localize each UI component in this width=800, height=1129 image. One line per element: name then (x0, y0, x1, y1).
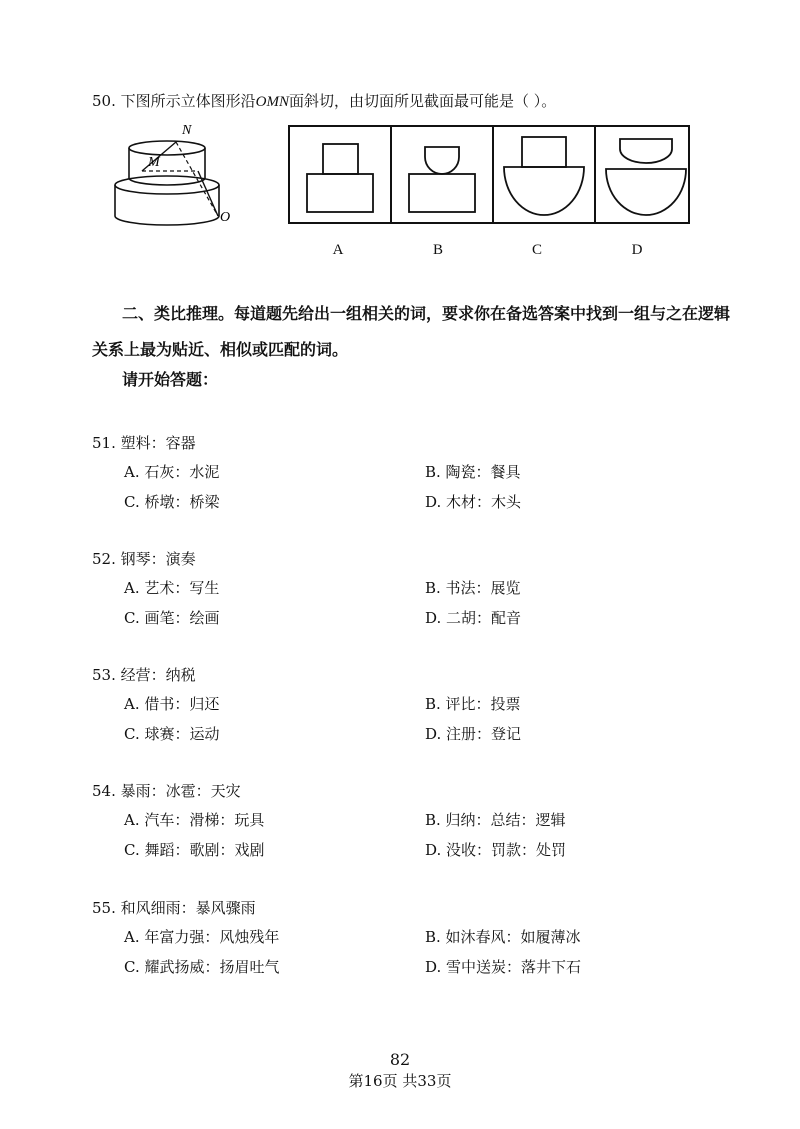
question-50-text-after: 面斜切，由切面所见截面最可能是（ ）。 (289, 92, 557, 110)
question-number: 52. (92, 550, 116, 568)
question-stem: 暴雨：冰雹：天灾 (120, 782, 241, 800)
option-a-shape (290, 127, 390, 222)
option-c: C. 舞蹈：歌剧：戏剧 (124, 841, 265, 859)
option-d: D. 木材：木头 (425, 493, 522, 511)
option-d: D. 二胡：配音 (425, 609, 522, 627)
option-label-b: B (432, 242, 443, 258)
option-b: B. 评比：投票 (425, 695, 521, 713)
question-stem: 和风细雨：暴风骤雨 (120, 899, 256, 917)
option-a-figure (290, 127, 392, 222)
label-o: O (220, 210, 231, 225)
option-d: D. 注册：登记 (425, 725, 522, 743)
question-54 (92, 780, 241, 801)
option-b-shape (392, 127, 492, 222)
option-d: D. 没收：罚款：处罚 (425, 841, 567, 859)
option-c: C. 画笔：绘画 (124, 609, 220, 627)
option-b: B. 书法：展览 (425, 579, 521, 597)
question-number: 53. (92, 666, 116, 684)
option-b: B. 归纳：总结：逻辑 (425, 811, 566, 829)
question-stem: 经营：纳税 (120, 666, 196, 684)
option-b: B. 陶瓷：餐具 (425, 463, 521, 481)
question-53 (92, 664, 196, 685)
option-c-shape (494, 127, 594, 222)
label-m: M (148, 155, 160, 170)
option-a: A. 石灰：水泥 (124, 463, 220, 481)
question-52 (92, 548, 196, 569)
option-d-figure (596, 127, 696, 222)
start-instruction: 请开始答题： (122, 370, 219, 389)
label-n: N (182, 123, 192, 138)
section-heading: 二、类比推理。每道题先给出一组相关的词，要求你在备选答案中找到一组与之在逻辑关系上最为贴近、相似或匹配的词。 (92, 304, 731, 359)
option-label-c: C (531, 242, 542, 258)
question-55 (92, 897, 256, 918)
option-d-shape (596, 127, 696, 222)
page-number: 82 (389, 1050, 411, 1069)
option-c: C. 桥墩：桥梁 (124, 493, 220, 511)
option-a: A. 汽车：滑梯：玩具 (124, 811, 265, 829)
option-b: B. 如沐春风：如履薄冰 (425, 928, 581, 946)
option-c-figure (494, 127, 596, 222)
option-c: C. 球赛：运动 (124, 725, 220, 743)
option-figures (288, 125, 690, 224)
question-50-number: 50. (92, 92, 116, 110)
question-50-text-before: 下图所示立体图形沿 (120, 92, 256, 110)
option-label-a: A (332, 242, 344, 258)
solid-figure (110, 118, 250, 228)
page-info: 第16页 共33页 (348, 1072, 452, 1090)
question-50 (92, 90, 556, 111)
question-number: 51. (92, 434, 116, 452)
question-number: 54. (92, 782, 116, 800)
option-label-d: D (631, 242, 643, 258)
option-a: A. 年富力强：风烛残年 (124, 928, 280, 946)
option-c: C. 耀武扬威：扬眉吐气 (124, 958, 280, 976)
question-number: 55. (92, 899, 116, 917)
option-b-figure (392, 127, 494, 222)
question-stem: 塑料：容器 (120, 434, 196, 452)
option-a: A. 艺术：写生 (124, 579, 220, 597)
option-d: D. 雪中送炭：落井下石 (425, 958, 582, 976)
question-50-plane: OMN (255, 94, 289, 110)
option-a: A. 借书：归还 (124, 695, 220, 713)
question-stem: 钢琴：演奏 (120, 550, 196, 568)
question-51 (92, 432, 196, 453)
